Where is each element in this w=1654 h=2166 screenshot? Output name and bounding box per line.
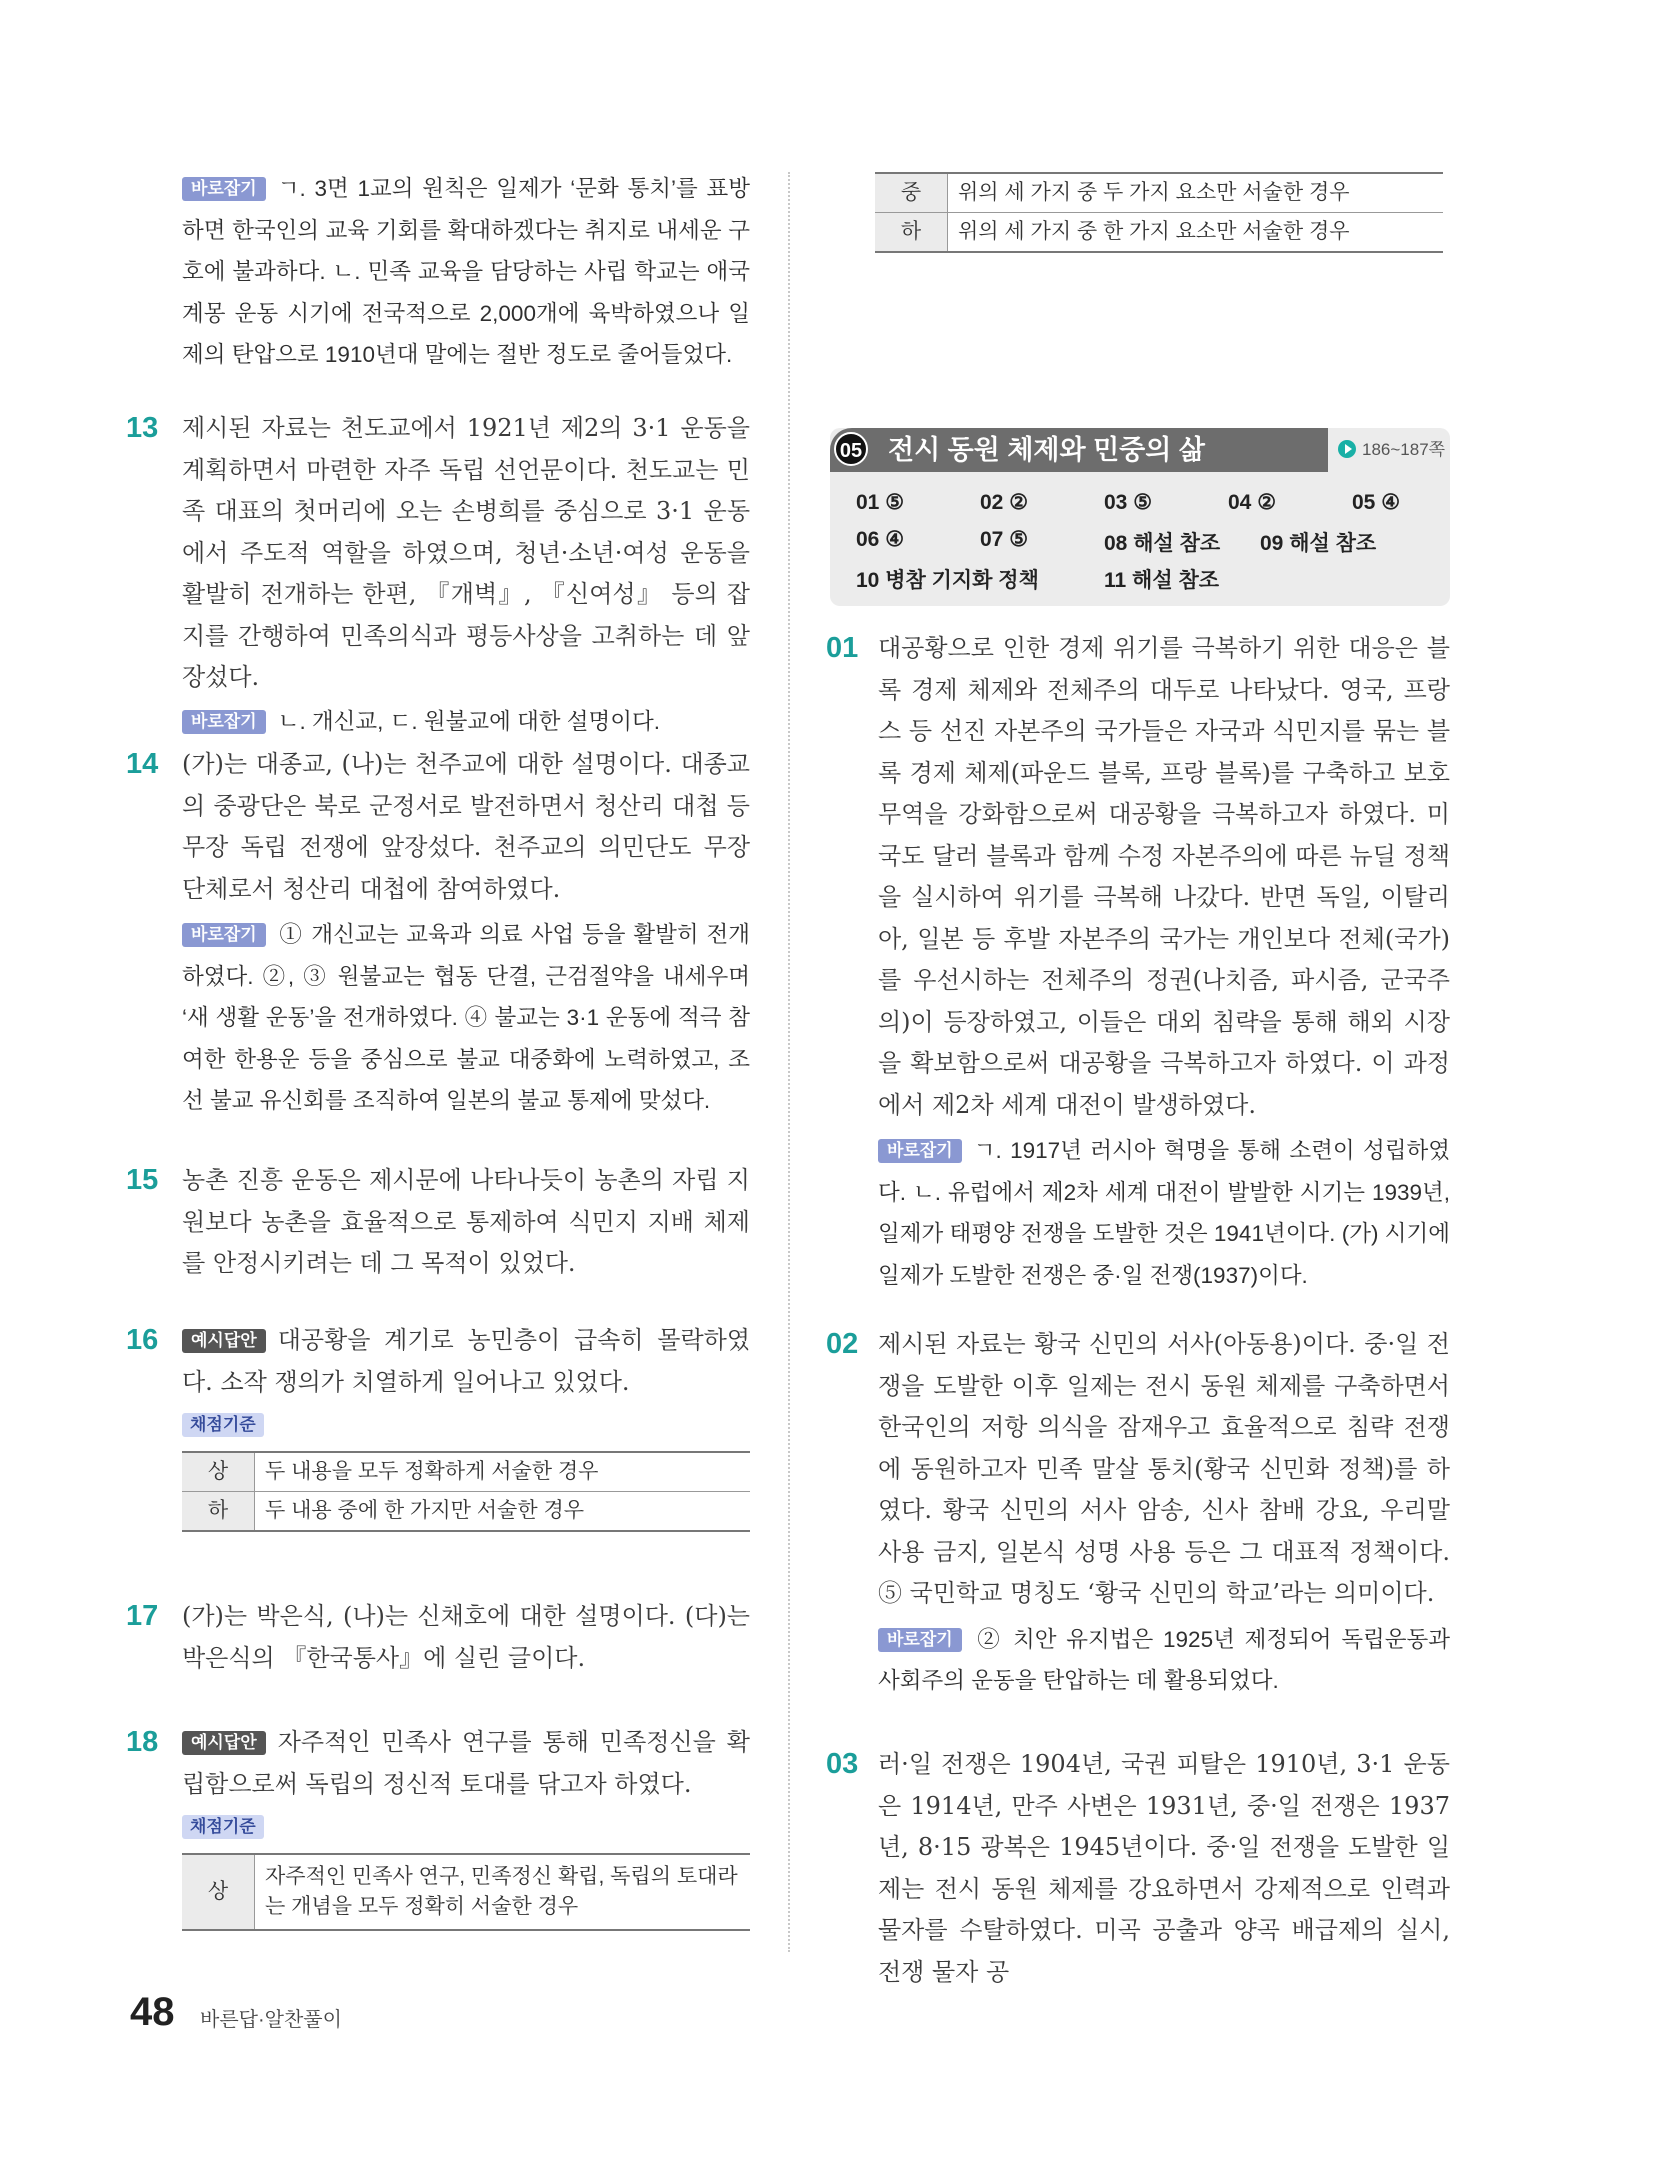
level-cell: 상 [182,1854,255,1930]
level-cell: 상 [182,1452,255,1492]
answer-item: 08 해설 참조 [1104,532,1221,555]
explanation-text: 대공황으로 인한 경제 위기를 극복하기 위한 대응은 블록 경제 체제와 전체주의 대두로 나타났다. 영국, 프랑스 등 선진 자본주의 국가들은 자국과 식민지를 묶는 블록 경제 체제(파운드 블록, 프랑 블록)를 구축하고 보호 무역을 강화함으로써 대공황을 극복하고자 하였다. 미국도 달러 블록과 함께 수정 자본주의에 따른 뉴딜 정책을 실시하여 위기를 극복해 나갔다. 반면 독일, 이탈리아, 일본 등 후발 자본주의 국가는 개인보다 전체(국가)를 우선시하는 전체주의 정권(나치즘, 파시즘, 군국주의)이 등장하였고, 이들은 대외 침략을 통해 해외 시장을 확보함으로써 대공황을 극복하고자 하였다. 이 과정에서 제2차 세계 대전이 발생하였다. [878,634,1450,1119]
answer-item: 07 ⑤ [980,528,1029,551]
question-03 [826,1744,1450,1993]
correction-tag: 바로잡기 [878,1628,962,1652]
answer-item: 04 ② [1228,491,1277,514]
table-row [182,1452,750,1492]
section-header [830,428,1328,472]
criteria-cell: 두 내용을 모두 정확하게 서술한 경우 [255,1452,751,1492]
level-cell: 하 [875,213,948,253]
scoring-table [182,1853,750,1931]
question-number: 16 [126,1324,159,1356]
question-15 [126,1160,750,1285]
question-number: 17 [126,1600,159,1632]
table-row [182,1492,750,1532]
question-number: 02 [826,1328,859,1360]
scoring-criteria-label: 채점기준 [182,1413,264,1437]
question-number: 01 [826,632,859,664]
sample-answer-text: 대공황을 계기로 농민층이 급속히 몰락하였다. 소작 쟁의가 치열하게 일어나고 있었다. [182,1326,750,1396]
column-divider [788,172,790,1952]
section-title: 전시 동원 체제와 민중의 삶 [888,435,1205,465]
scoring-criteria-label: 채점기준 [182,1815,264,1839]
table-row [182,1854,750,1930]
footer-label: 바른답·알찬풀이 [200,2009,342,2031]
correction-tag: 바로잡기 [182,923,266,947]
answer-item: 01 ⑤ [856,491,905,514]
question-18 [126,1722,750,1931]
correction-text: ㄱ. 3면 1교의 원칙은 일제가 ‘문화 통치’를 표방하면 한국인의 교육 기회를 확대하겠다는 취지로 내세운 구호에 불과하다. ㄴ. 민족 교육을 담당하는 사립 학교는 애국 계몽 운동 시기에 전국적으로 2,000개에 육박하였으나 일제의 탄압으로 1910년대 말에는 절반 정도로 줄어들었다. [182,176,750,367]
question-number: 14 [126,748,159,780]
explanation-text: 제시된 자료는 천도교에서 1921년 제2의 3·1 운동을 계획하면서 마련한 자주 독립 선언문이다. 천도교는 민족 대표의 첫머리에 오는 손병희를 중심으로 3·1 운동에서 주도적 역할을 하였으며, 청년·소년·여성 운동을 활발히 전개하는 한편, 『개벽』, 『신여성』 등의 잡지를 간행하여 민족의식과 평등사상을 고취하는 데 앞장섰다. [182,414,750,691]
scoring-table-continued [875,172,1443,253]
answer-item: 05 ④ [1352,491,1401,514]
section-number: 05 [834,432,868,466]
question-14 [126,744,750,1122]
q12-correction [130,168,750,376]
scoring-table [182,1451,750,1532]
page-reference [1338,428,1445,472]
question-13 [126,408,750,742]
explanation-text: 농촌 진흥 운동은 제시문에 나타나듯이 농촌의 자립 지원보다 농촌을 효율적으로 통제하여 식민지 지배 체제를 안정시키려는 데 그 목적이 있었다. [182,1166,750,1277]
answer-item: 02 ② [980,491,1029,514]
answer-item: 09 해설 참조 [1260,532,1377,555]
table-row [875,213,1443,253]
correction-text: ② 치안 유지법은 1925년 제정되어 독립운동과 사회주의 운동을 탄압하는 데 활용되었다. [878,1626,1450,1693]
correction-text: ① 개신교는 교육과 의료 사업 등을 활발히 전개하였다. ②, ③ 원불교는 협동 단결, 근검절약을 내세우며 ‘새 생활 운동’을 전개하였다. ④ 불교는 3·1 운동에 적극 참여한 한용운 등을 중심으로 불교 대중화에 노력하였고, 조선 불교 유신회를 조직하여 일본의 불교 통제에 맞섰다. [182,922,750,1113]
level-cell: 중 [875,173,948,213]
correction-text: ㄱ. 1917년 러시아 혁명을 통해 소련이 성립하였다. ㄴ. 유럽에서 제2차 세계 대전이 발발한 시기는 1939년, 일제가 태평양 전쟁을 도발한 것은 1941년이다. (가) 시기에 일제가 도발한 전쟁은 중·일 전쟁(1937)이다. [878,1138,1450,1288]
question-02 [826,1324,1450,1702]
answer-item: 03 ⑤ [1104,491,1153,514]
correction-tag: 바로잡기 [878,1139,962,1163]
question-number: 03 [826,1748,859,1780]
answer-item: 06 ④ [856,528,905,551]
question-number: 18 [126,1726,159,1758]
correction-text: ㄴ. 개신교, ㄷ. 원불교에 대한 설명이다. [277,708,660,734]
explanation-text: 제시된 자료는 황국 신민의 서사(아동용)이다. 중·일 전쟁을 도발한 이후 일제는 전시 동원 체제를 구축하면서 한국인의 저항 의식을 잠재우고 효율적으로 침략 전쟁에 동원하고자 민족 말살 통치(황국 신민화 정책)를 하였다. 황국 신민의 서사 암송, 신사 참배 강요, 우리말 사용 금지, 일본식 성명 사용 등은 그 대표적 정책이다. ⑤ 국민학교 명칭도 ‘황국 신민의 학교’라는 의미이다. [878,1330,1450,1607]
answer-key-box [830,428,1450,606]
criteria-cell: 위의 세 가지 중 한 가지 요소만 서술한 경우 [948,213,1444,253]
play-icon [1338,440,1356,458]
criteria-cell: 두 내용 중에 한 가지만 서술한 경우 [255,1492,751,1532]
level-cell: 하 [182,1492,255,1532]
question-number: 13 [126,412,159,444]
correction-tag: 바로잡기 [182,177,266,201]
sample-answer-tag: 예시답안 [182,1329,266,1353]
page-range: 186~187쪽 [1362,440,1446,459]
sample-answer-text: 자주적인 민족사 연구를 통해 민족정신을 확립함으로써 독립의 정신적 토대를 닦고자 하였다. [182,1728,750,1798]
criteria-cell: 위의 세 가지 중 두 가지 요소만 서술한 경우 [948,173,1444,213]
correction-tag: 바로잡기 [182,710,266,734]
explanation-text: 러·일 전쟁은 1904년, 국권 피탈은 1910년, 3·1 운동은 1914년, 만주 사변은 1931년, 중·일 전쟁은 1937년, 8·15 광복은 1945년이다. 중·일 전쟁을 도발한 일제는 전시 동원 체제를 강요하면서 강제적으로 인력과 물자를 수탈하였다. 미곡 공출과 양곡 배급제의 실시, 전쟁 물자 공 [878,1750,1450,1986]
question-number: 15 [126,1164,159,1196]
page-number: 48 [130,1990,175,2034]
explanation-text: (가)는 박은식, (나)는 신채호에 대한 설명이다. (다)는 박은식의 『한국통사』에 실린 글이다. [182,1602,750,1672]
question-16 [126,1320,750,1532]
criteria-cell: 자주적인 민족사 연구, 민족정신 확립, 독립의 토대라는 개념을 모두 정확히 서술한 경우 [255,1854,751,1930]
explanation-text: (가)는 대종교, (나)는 천주교에 대한 설명이다. 대종교의 중광단은 북로 군정서로 발전하면서 청산리 대첩 등 무장 독립 전쟁에 앞장섰다. 천주교의 의민단도 무장 단체로서 청산리 대첩에 참여하였다. [182,750,750,903]
answer-item: 10 병참 기지화 정책 [856,569,1039,592]
sample-answer-tag: 예시답안 [182,1731,266,1755]
question-01 [826,628,1450,1296]
answer-item: 11 해설 참조 [1104,569,1220,592]
question-17 [126,1596,750,1679]
table-row [875,173,1443,213]
